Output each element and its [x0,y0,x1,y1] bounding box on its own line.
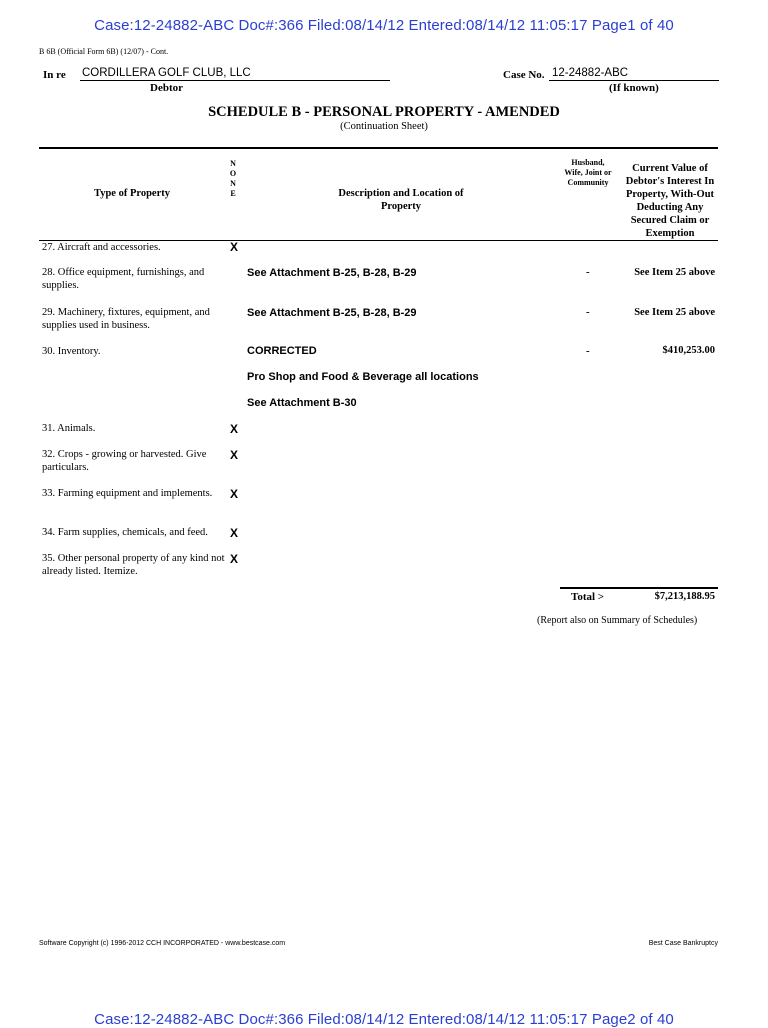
row-30-description: CORRECTED [247,345,317,357]
row-28-value: See Item 25 above [634,267,715,278]
total-value: $7,213,188.95 [654,591,715,602]
debtor-label: Debtor [150,82,183,94]
if-known-label: (If known) [609,82,659,94]
col-hwjc: Husband, Wife, Joint or Community [564,158,612,187]
footer-copyright: Software Copyright (c) 1996-2012 CCH INCORPORATED - www.bestcase.com [39,940,286,947]
row-30-value: $410,253.00 [662,345,715,356]
col-description: Description and Location of Property [338,188,464,212]
row-29-description: See Attachment B-25, B-28, B-29 [247,307,417,319]
row-31-none: X [230,422,239,436]
row-29-value: See Item 25 above [634,307,715,318]
footer-brand: Best Case Bankruptcy [648,940,718,947]
row-29-label: 29. Machinery, fixtures, equipment, and supplies used in business. [42,307,210,331]
col-type-of-property: Type of Property [93,188,170,199]
row-28-description: See Attachment B-25, B-28, B-29 [247,267,417,279]
row-30-description-line3: See Attachment B-30 [247,397,357,409]
row-34-none: X [230,526,239,540]
case-number: 12-24882-ABC [552,67,629,79]
row-32-none: X [230,448,239,462]
row-35-label: 35. Other personal property of any kind not already listed. Itemize. [42,553,225,577]
row-34-label: 34. Farm supplies, chemicals, and feed. [42,527,208,538]
in-re-label: In re [43,69,66,81]
row-30-label: 30. Inventory. [42,346,101,357]
case-no-underline [549,80,719,81]
debtor-underline [80,80,390,81]
schedule-subtitle: (Continuation Sheet) [340,121,428,132]
schedule-title: SCHEDULE B - PERSONAL PROPERTY - AMENDED [208,104,560,120]
row-32-label: 32. Crops - growing or harvested. Give particulars. [42,449,207,473]
col-none: N O N E [229,159,237,198]
total-note: (Report also on Summary of Schedules) [537,615,698,626]
debtor-name: CORDILLERA GOLF CLUB, LLC [82,67,251,79]
case-no-label: Case No. [503,69,545,81]
row-28-hwjc: - [586,266,590,278]
row-27-none: X [230,240,239,254]
form-identifier: B 6B (Official Form 6B) (12/07) - Cont. [39,47,169,56]
header-top-rule [39,147,718,149]
row-27-label: 27. Aircraft and accessories. [42,242,161,253]
col-current-value: Current Value of Debtor's Interest In Property, With-Out Deducting Any Secured Claim or Exemption [625,163,715,239]
total-label: Total > [571,591,605,603]
row-29-hwjc: - [586,306,590,318]
header-bottom-rule [39,240,718,241]
filing-stamp-bottom: Case:12-24882-ABC Doc#:366 Filed:08/14/12 Entered:08/14/12 11:05:17 Page2 of 40 [94,1011,674,1028]
row-30-description-line2: Pro Shop and Food & Beverage all locations [247,371,479,383]
row-31-label: 31. Animals. [42,423,96,434]
row-33-label: 33. Farming equipment and implements. [42,488,213,499]
filing-stamp-top: Case:12-24882-ABC Doc#:366 Filed:08/14/12 Entered:08/14/12 11:05:17 Page1 of 40 [94,17,674,34]
row-30-hwjc: - [586,345,590,357]
row-28-label: 28. Office equipment, furnishings, and supplies. [42,267,205,291]
row-35-none: X [230,552,239,566]
total-rule [560,587,718,589]
row-33-none: X [230,487,239,501]
